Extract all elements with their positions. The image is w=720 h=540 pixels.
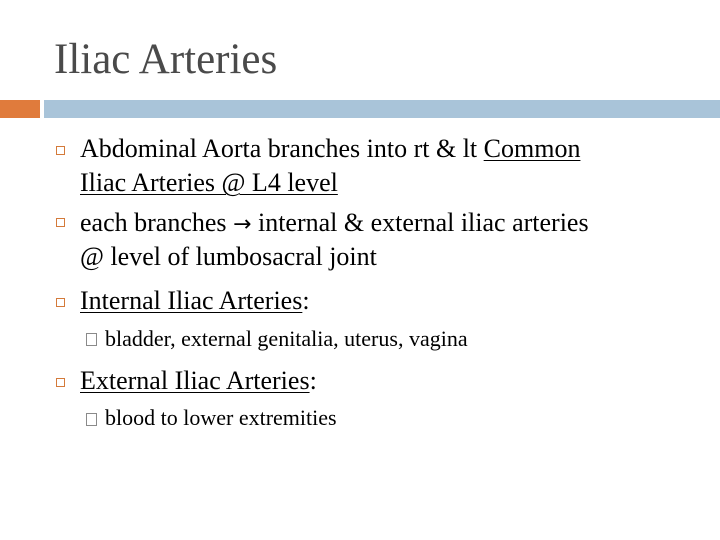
header-band xyxy=(44,100,720,118)
bullet-1-text: Abdominal Aorta branches into rt & lt xyxy=(80,134,484,163)
bullet-2-text-post: internal & external iliac arteries xyxy=(251,208,589,237)
sub-bullet-marker xyxy=(86,413,97,426)
bullet-3-colon: : xyxy=(302,286,310,315)
bullet-2-text-line2: @ level of lumbosacral joint xyxy=(80,242,377,271)
bullet-2-line-1 xyxy=(80,206,589,242)
bullet-2-text: each branches xyxy=(80,208,234,237)
bullet-1-line-1 xyxy=(80,132,580,166)
bullet-1-line-2 xyxy=(80,166,338,200)
bullet-marker xyxy=(56,146,65,155)
bullet-4-link[interactable]: External Iliac Arteries xyxy=(80,366,310,395)
accent-bar xyxy=(0,100,40,118)
sub-bullet-marker xyxy=(86,333,97,346)
bullet-2-line-2 xyxy=(80,240,377,274)
bullet-marker xyxy=(56,378,65,387)
slide-title: Iliac Arteries xyxy=(54,36,278,83)
bullet-4-sub: blood to lower extremities xyxy=(105,405,337,430)
bullet-marker xyxy=(56,298,65,307)
bullet-4-colon: : xyxy=(309,366,317,395)
bullet-3-link[interactable]: Internal Iliac Arteries xyxy=(80,286,303,315)
bullet-marker xyxy=(56,218,65,227)
bullet-1-link[interactable]: Common xyxy=(483,134,581,163)
bullet-1-link-cont[interactable]: Iliac Arteries @ L4 level xyxy=(80,168,338,197)
bullet-4-line xyxy=(80,364,317,398)
bullet-3-line xyxy=(80,284,310,318)
right-arrow-icon: → xyxy=(233,212,252,237)
bullet-3-sub: bladder, external genitalia, uterus, vagina xyxy=(105,326,468,351)
